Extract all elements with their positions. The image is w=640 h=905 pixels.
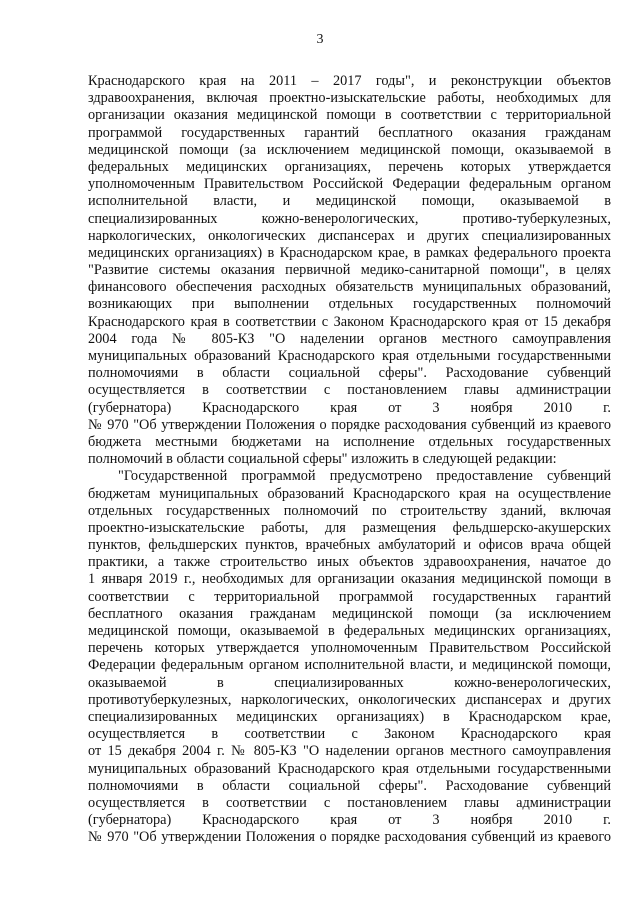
text-line: полномочиями в области социальной сферы". Расходование субвенций [88,777,611,794]
text-line: исполнительной власти, и медицинской помощи, оказываемой в [88,193,611,210]
text-line: оказываемой в специализированных кожно-венерологических, [88,674,611,691]
page-number: 3 [316,32,324,47]
text-line: бюджета местными бюджетами на исполнение отдельных государственных [88,433,611,450]
text-line: отдельных государственных полномочий по строительству зданий, включая [88,502,611,519]
text-line: бесплатного оказания гражданам медицинской помощи (за исключением [88,605,611,622]
text-line: 1 января 2019 г., необходимых для организации оказания медицинской помощи в [88,571,611,588]
text-line: осуществляется в соответствии с постановлением главы администрации [88,382,611,399]
paragraph-new-wording [88,468,611,846]
text-line: медицинской помощи (за исключением медицинской помощи, оказываемой в [88,141,611,158]
text-line: специализированных кожно-венерологических, противо-туберкулезных, [88,210,611,227]
text-line: федеральных медицинских организациях, перечень которых утверждается [88,158,611,175]
text-line: "Развитие системы оказания первичной медико-санитарной помощи", в целях [88,262,611,279]
text-line: муниципальных образований Краснодарского края отдельными государственными [88,348,611,364]
text-line: от 15 декабря 2004 г. № 805-КЗ "О наделении органов местного самоуправления [88,743,611,760]
text-line: полномочиями в области социальной сферы". Расходование субвенций [88,365,611,382]
text-line: "Государственной программой предусмотрено предоставление субвенций [118,468,611,485]
text-line: возникающих при выполнении отдельных государственных полномочий [88,296,611,313]
text-line: муниципальных образований Краснодарского края отдельными государственными [88,760,611,777]
text-line: Краснодарского края в соответствии с Законом Краснодарского края от 15 декабря [88,313,611,330]
text-line: полномочий в области социальной сферы" изложить в следующей редакции: [88,451,557,468]
text-line: Федерации федеральным органом исполнительной власти, и медицинской помощи, [88,657,611,674]
text-line: медицинской помощи, оказываемой в федеральных медицинских организациях, [88,623,611,639]
text-line: № 970 "Об утверждении Положения о порядке расходования субвенций из краевого [88,829,611,846]
text-line: организации оказания медицинской помощи в соответствии с территориальной [88,107,611,124]
text-line: № 970 "Об утверждении Положения о порядке расходования субвенций из краевого [88,416,611,433]
text-line: проектно-изыскательские работы, для размещения фельдшерско-акушерских [88,519,611,536]
text-line: финансового обеспечения расходных обязательств муниципальных образований, [88,279,611,296]
text-line: пунктов, фельдшерских пунктов, врачебных амбулаторий и офисов врача общей [88,537,611,554]
text-line: практики, а также строительство иных объектов здравоохранения, начатое до [88,554,611,571]
text-line: здравоохранения, включая проектно-изыскательские работы, необходимых для [88,90,611,107]
text-line: программой государственных гарантий бесплатного оказания гражданам [88,124,611,141]
text-line: специализированных медицинских организациях) в Краснодарском крае, [88,708,611,725]
paragraph-amended-text [88,73,611,468]
text-line: соответствии с территориальной программой государственных гарантий [88,588,611,605]
text-line: Краснодарского края на 2011 – 2017 годы", и реконструкции объектов [88,73,611,89]
text-line: (губернатора) Краснодарского края от 3 ноября 2010 г. [88,812,611,829]
text-line: наркологических, онкологических диспансерах и других специализированных [88,227,611,244]
text-line: осуществляется в соответствии с постановлением главы администрации [88,794,611,811]
text-line: противотуберкулезных, наркологических, онкологических диспансерах и других [88,691,611,708]
text-line: осуществляется в соответствии с Законом Краснодарского края [88,726,611,743]
text-line: перечень которых утверждается уполномоченным Правительством Российской [88,640,611,657]
text-line: бюджетам муниципальных образований Краснодарского края на осуществление [88,485,611,502]
document-body [88,73,611,846]
text-line: (губернатора) Краснодарского края от 3 ноября 2010 г. [88,399,611,416]
text-line: уполномоченным Правительством Российской Федерации федеральным органом [88,176,611,193]
text-line: медицинских организациях) в Краснодарском крае, в рамках федерального проекта [88,244,611,261]
text-line: 2004 года № 805-КЗ "О наделении органов местного самоуправления [88,330,611,347]
